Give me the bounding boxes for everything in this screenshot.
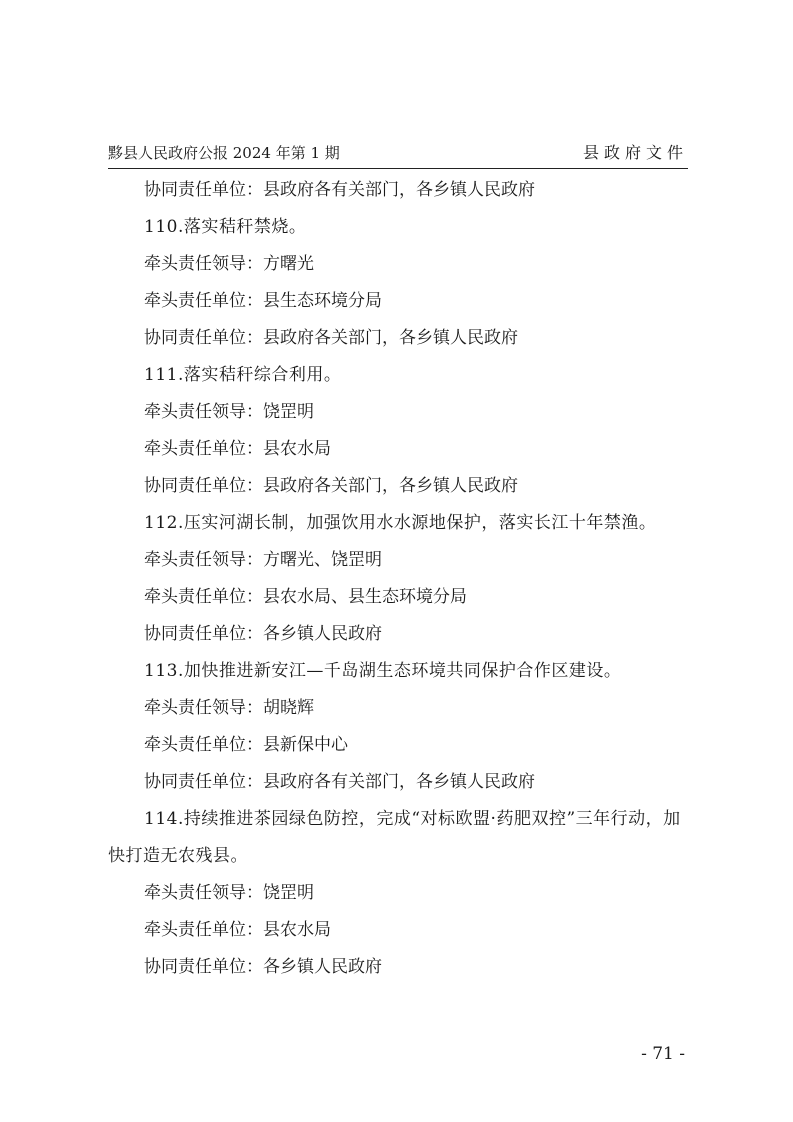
item-heading: 114.持续推进茶园绿色防控，完成“对标欧盟·药肥双控”三年行动，加快打造无农残县。 <box>108 809 681 866</box>
item-heading: 112.压实河湖长制，加强饮用水水源地保护，落实长江十年禁渔。 <box>144 513 657 533</box>
text-line: 牵头责任领导：饶罡明 <box>144 883 314 903</box>
text-line: 牵头责任单位：县农水局 <box>144 439 331 459</box>
item-heading: 111.落实秸秆综合利用。 <box>144 365 342 385</box>
text-line: 牵头责任单位：县生态环境分局 <box>144 291 382 311</box>
text-line: 牵头责任领导：胡晓辉 <box>144 698 314 718</box>
bulletin-title: 黟县人民政府公报 2024 年第 1 期 <box>108 144 340 162</box>
text-line: 协同责任单位：县政府各关部门，各乡镇人民政府 <box>144 328 518 348</box>
text-line: 牵头责任单位：县新保中心 <box>144 735 348 755</box>
text-line: 牵头责任单位：县农水局 <box>144 920 331 940</box>
section-title: 县政府文件 <box>582 143 688 162</box>
item-heading: 110.落实秸秆禁烧。 <box>144 217 307 237</box>
document-body <box>108 172 688 986</box>
text-line: 协同责任单位：各乡镇人民政府 <box>144 957 382 977</box>
text-line: 牵头责任单位：县农水局、县生态环境分局 <box>144 587 467 607</box>
text-line: 牵头责任领导：方曙光、饶罡明 <box>144 550 382 570</box>
text-line: 协同责任单位：各乡镇人民政府 <box>144 624 382 644</box>
page-header <box>108 142 688 166</box>
text-line: 牵头责任领导：饶罡明 <box>144 402 314 422</box>
text-line: 协同责任单位：县政府各有关部门，各乡镇人民政府 <box>144 772 535 792</box>
item-heading: 113.加快推进新安江—千岛湖生态环境共同保护合作区建设。 <box>144 661 622 681</box>
text-line: 协同责任单位：县政府各关部门，各乡镇人民政府 <box>144 476 518 496</box>
page-number: - 71 - <box>641 1044 685 1064</box>
text-line: 牵头责任领导：方曙光 <box>144 254 314 274</box>
header-divider <box>108 168 688 169</box>
text-line: 协同责任单位：县政府各有关部门，各乡镇人民政府 <box>144 180 535 200</box>
